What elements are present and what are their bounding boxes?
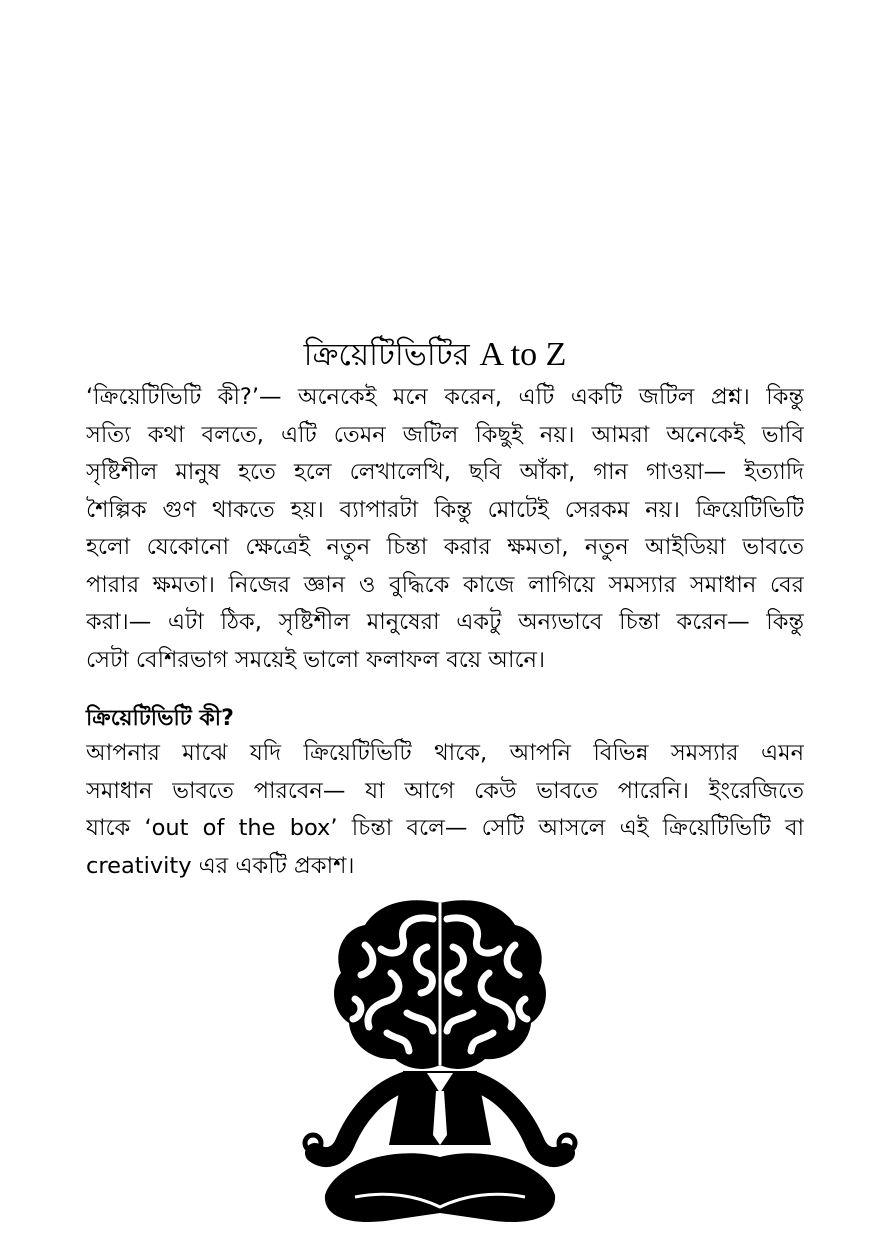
intro-line: ‘ক্রিয়েটিভিটি কী?’— অনেকেই মনে করেন, এটি একটি জটিল প্রশ্ন। কিন্তু <box>86 384 804 410</box>
brain-icon <box>334 900 546 1069</box>
intro-line: পারার ক্ষমতা। নিজের জ্ঞান ও বুদ্ধিকে কাজে লাগিয়ে সমস্যার সমাধান বের <box>86 571 804 598</box>
meditating-brain-businessman-icon <box>295 895 585 1245</box>
intro-paragraph <box>86 379 804 679</box>
section-line: আপনার মাঝে যদি ক্রিয়েটিভিটি থাকে, আপনি বিভিন্ন সমস্যার এমন <box>86 740 804 766</box>
section-heading: ক্রিয়েটিভিটি কী? <box>86 706 234 731</box>
intro-line: সত্যি কথা বলতে, এটি তেমন জটিল কিছুই নয়। আমরা অনেকেই ভাবি <box>86 421 804 448</box>
section-line: creativity এর একটি প্রকাশ। <box>86 852 355 879</box>
section-paragraph <box>86 735 804 885</box>
chapter-title-bengali: ক্রিয়েটিভিটির <box>303 336 470 373</box>
intro-line: হলো যেকোনো ক্ষেত্রেই নতুন চিন্তা করার ক্ষমতা, নতুন আইডিয়া ভাবতে <box>86 534 804 560</box>
section-line: যাকে ‘out of the box’ চিন্তা বলে— সেটি আসলে এই ক্রিয়েটিভিটি বা <box>86 815 804 841</box>
intro-line: করা।— এটা ঠিক, সৃষ্টিশীল মানুষেরা একটু অন্যভাবে চিন্তা করেন— কিন্তু <box>86 609 804 635</box>
intro-line: সৃষ্টিশীল মানুষ হতে হলে লেখালেখি, ছবি আঁকা, গান গাওয়া— ইত্যাদি <box>86 459 804 485</box>
chapter-title <box>0 333 870 377</box>
intro-line: সেটা বেশিরভাগ সময়েই ভালো ফলাফল বয়ে আনে। <box>86 646 546 673</box>
section-line: সমাধান ভাবতে পারবেন— যা আগে কেউ ভাবতে পারেনি। ইংরেজিতে <box>86 777 804 804</box>
chapter-title-latin: A to Z <box>479 335 567 373</box>
crossed-legs-icon <box>325 1153 555 1222</box>
intro-line: শৈল্পিক গুণ থাকতে হয়। ব্যাপারটা কিন্তু মোটেই সেরকম নয়। ক্রিয়েটিভিটি <box>86 496 804 523</box>
